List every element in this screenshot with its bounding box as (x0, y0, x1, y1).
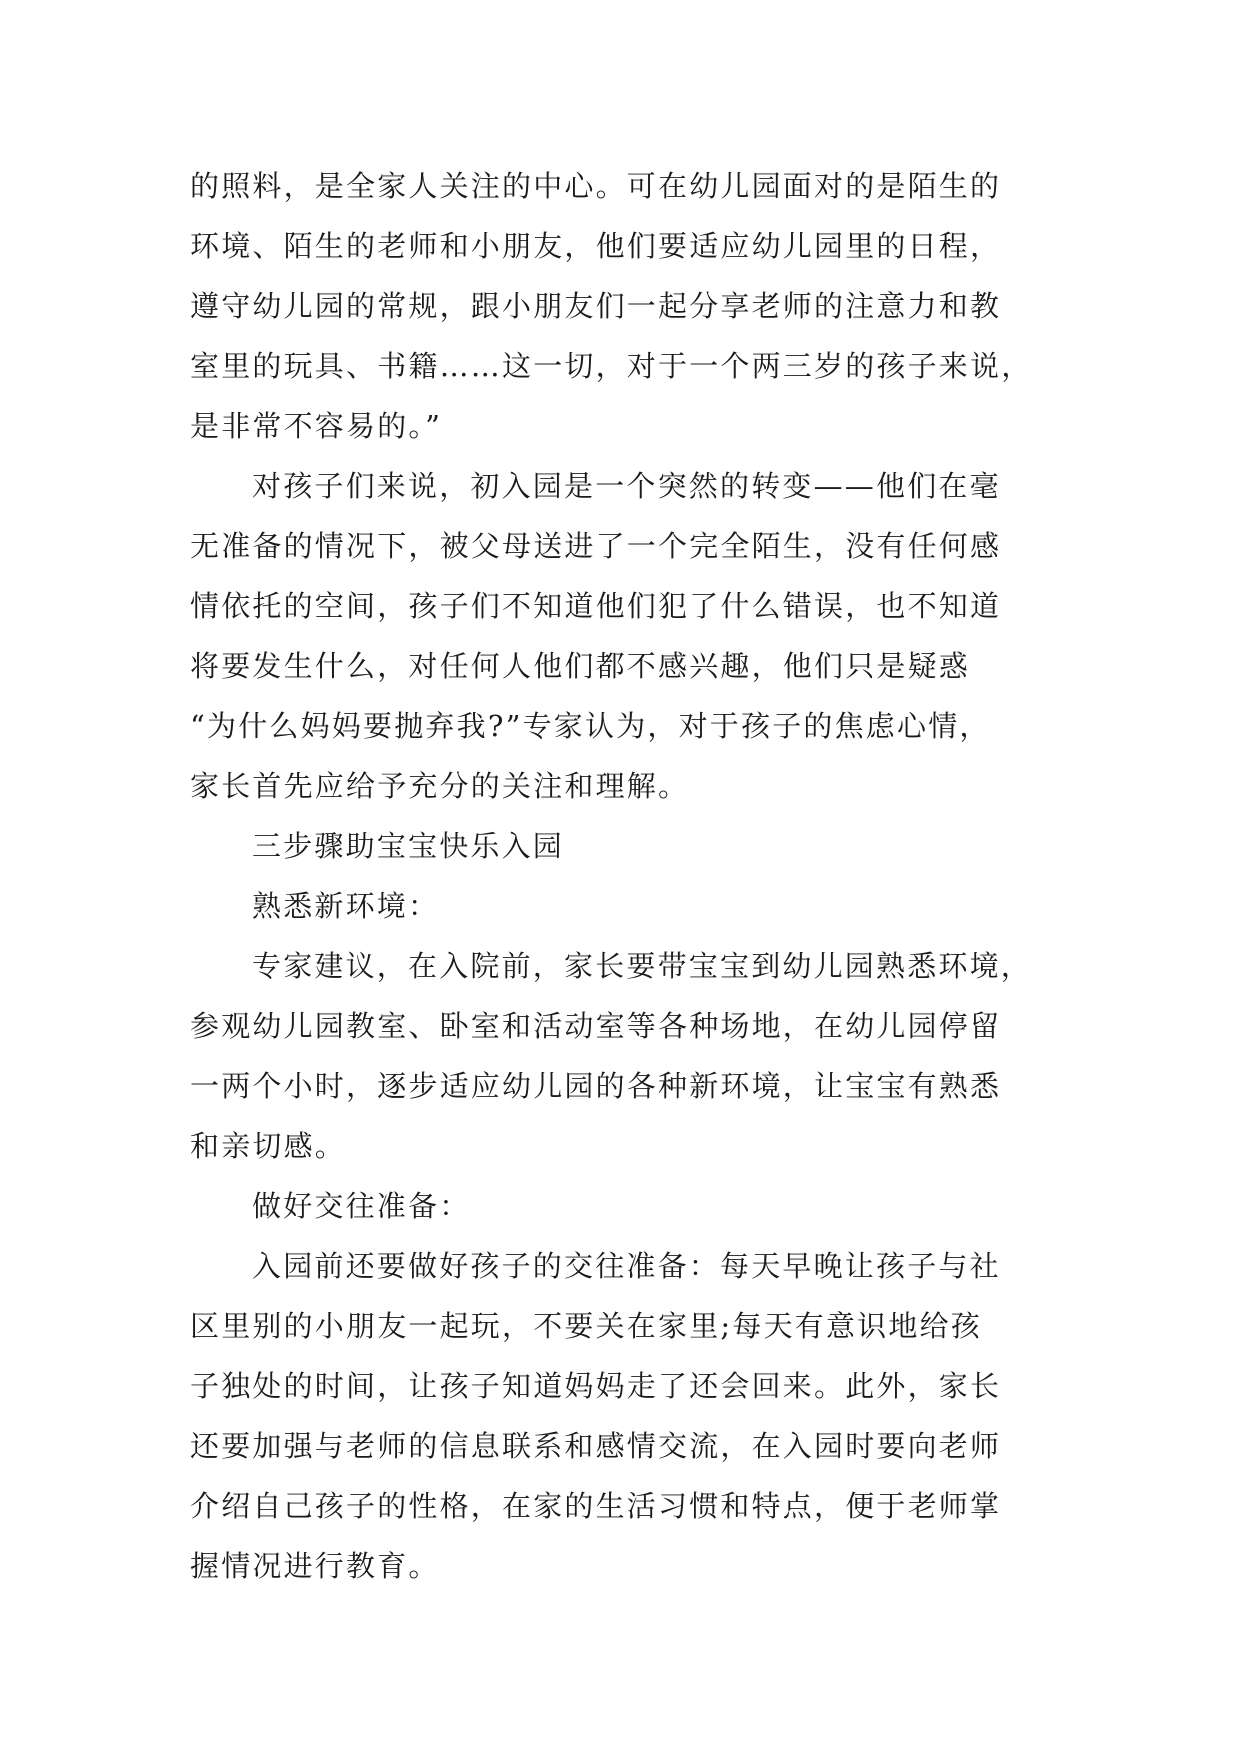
text-line: 室里的玩具、书籍……这一切，对于一个两三岁的孩子来说， (190, 349, 1033, 383)
text-line: 子独处的时间，让孩子知道妈妈走了还会回来。此外，家长 (190, 1369, 1002, 1403)
text-line: 介绍自己孩子的性格，在家的生活习惯和特点，便于老师掌 (190, 1489, 1002, 1523)
text-line: 一两个小时，逐步适应幼儿园的各种新环境，让宝宝有熟悉 (190, 1069, 1002, 1103)
text-line: 家长首先应给予充分的关注和理解。 (190, 769, 690, 803)
text-line: 专家建议，在入院前，家长要带宝宝到幼儿园熟悉环境， (252, 949, 1033, 983)
text-line: 握情况进行教育。 (190, 1549, 440, 1583)
text-line: 参观幼儿园教室、卧室和活动室等各种场地，在幼儿园停留 (190, 1009, 1002, 1043)
text-line: 情依托的空间，孩子们不知道他们犯了什么错误，也不知道 (190, 589, 1002, 623)
text-line: 入园前还要做好孩子的交往准备：每天早晚让孩子与社 (252, 1249, 1001, 1283)
text-line: 将要发生什么，对任何人他们都不感兴趣，他们只是疑惑 (190, 649, 971, 683)
text-line: 无准备的情况下，被父母送进了一个完全陌生，没有任何感 (190, 529, 1002, 563)
section-heading: 三步骤助宝宝快乐入园 (252, 829, 565, 863)
text-line: 区里别的小朋友一起玩，不要关在家里;每天有意识地给孩 (190, 1309, 982, 1343)
text-line: 环境、陌生的老师和小朋友，他们要适应幼儿园里的日程， (190, 229, 1002, 263)
text-line: 的照料，是全家人关注的中心。可在幼儿园面对的是陌生的 (190, 169, 1002, 203)
document-body (190, 156, 1060, 1596)
text-line: 和亲切感。 (190, 1129, 347, 1163)
text-line: 遵守幼儿园的常规，跟小朋友们一起分享老师的注意力和教 (190, 289, 1002, 323)
text-line: 还要加强与老师的信息联系和感情交流，在入园时要向老师 (190, 1429, 1002, 1463)
subheading: 做好交往准备： (252, 1189, 471, 1223)
subheading: 熟悉新环境： (252, 889, 440, 923)
text-line: 对孩子们来说，初入园是一个突然的转变——他们在毫 (252, 469, 1001, 503)
text-line: “为什么妈妈要抛弃我?”专家认为，对于孩子的焦虑心情， (190, 709, 991, 743)
text-line: 是非常不容易的。” (190, 409, 443, 443)
